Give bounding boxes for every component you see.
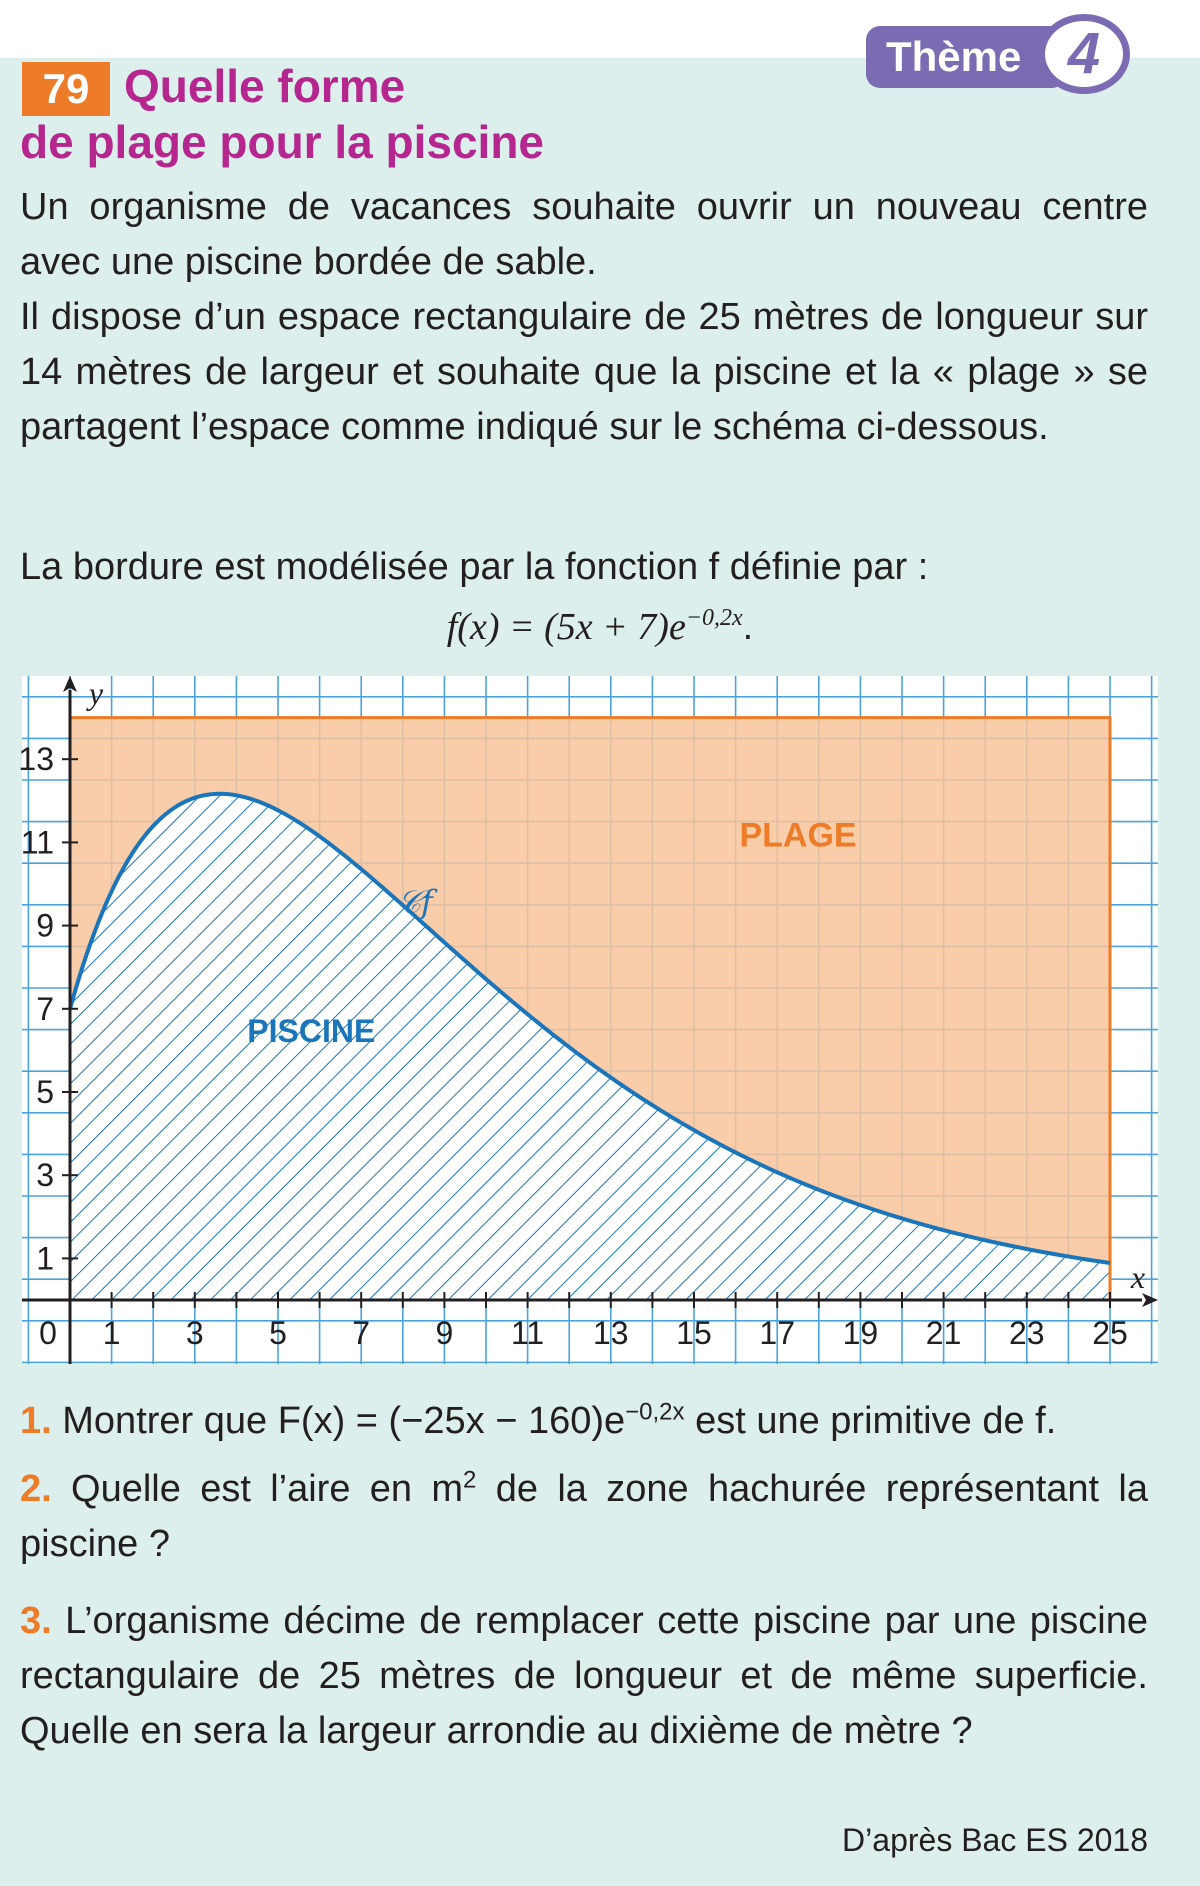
x-tick-label: 1	[102, 1315, 121, 1351]
y-tick-label: 5	[36, 1074, 54, 1110]
exercise-number: 79	[22, 62, 110, 116]
title-line-1: Quelle forme	[124, 60, 406, 112]
question-3-text: L’organisme décime de remplacer cette piscine par une piscine rectangulaire de 25 mètres de longueur et de même superficie. Quelle en sera la largeur arrondie au dixième de mètre ?	[20, 1600, 1148, 1752]
question-1	[20, 1394, 1148, 1449]
y-tick-label: 11	[20, 824, 54, 861]
formula-end: .	[742, 606, 754, 648]
question-1-number: 1.	[20, 1400, 52, 1442]
question-2-text-end: de la zone hachurée représentant la piscine ?	[20, 1468, 1149, 1565]
x-tick-label: 0	[39, 1315, 57, 1351]
theme-label: Thème	[866, 26, 1066, 88]
question-2-number: 2.	[20, 1468, 52, 1510]
pool-label: PISCINE	[247, 1013, 376, 1050]
formula-exponent: −0,2x	[685, 605, 743, 632]
curve-label: 𝒞f	[397, 883, 433, 922]
y-tick-label: 7	[36, 990, 54, 1027]
intro-paragraph-3: La bordure est modélisée par la fonction f définie par :	[20, 546, 929, 588]
x-tick-label: 23	[1009, 1315, 1045, 1351]
x-tick-label: 19	[842, 1315, 879, 1351]
question-2	[20, 1462, 1148, 1572]
x-tick-label: 13	[593, 1315, 629, 1351]
question-2-exponent: 2	[463, 1466, 477, 1494]
y-tick-label: 1	[36, 1240, 54, 1277]
x-axis-label: x	[1130, 1259, 1146, 1295]
question-1-exponent: −0,2x	[625, 1398, 685, 1426]
intro-paragraph-1: Un organisme de vacances souhaite ouvrir un nouveau centre avec une piscine bordée de sable.	[20, 186, 1148, 283]
source-note: D’après Bac ES 2018	[842, 1822, 1148, 1858]
y-tick-label: 13	[18, 741, 54, 778]
theme-number: 4	[1038, 14, 1130, 94]
x-tick-label: 5	[269, 1315, 287, 1351]
x-tick-label: 7	[352, 1315, 371, 1351]
x-tick-label: 9	[435, 1315, 454, 1351]
question-2-text: Quelle est l’aire en m	[51, 1468, 464, 1510]
y-tick-label: 9	[36, 907, 54, 944]
chart	[18, 675, 1158, 1364]
x-tick-label: 17	[759, 1315, 795, 1351]
x-tick-label: 21	[925, 1315, 962, 1351]
question-1-text: Montrer que F(x) = (−25x − 160)e	[62, 1400, 626, 1442]
function-formula	[0, 600, 1200, 655]
formula-lhs: f(x) = (5x + 7)e	[446, 606, 686, 648]
intro-paragraph-2: Il dispose d’un espace rectangulaire de 25 mètres de longueur sur 14 mètres de largeur et souhaite que la piscine et la « plage » se partagent l’espace comme indiqué sur le schéma ci-dessous.	[20, 296, 1148, 448]
question-1-text-end: est une primitive de f.	[684, 1400, 1057, 1442]
x-tick-label: 11	[510, 1315, 545, 1351]
x-tick-label: 25	[1092, 1315, 1128, 1351]
question-3	[20, 1594, 1148, 1759]
x-tick-label: 15	[676, 1315, 712, 1351]
theme-badge	[866, 10, 1136, 94]
beach-label: PLAGE	[739, 816, 857, 855]
title-line-2: de plage pour la piscine	[20, 116, 545, 168]
x-tick-label: 3	[185, 1315, 204, 1351]
y-axis-label: y	[88, 675, 104, 711]
y-tick-label: 3	[36, 1157, 54, 1194]
question-3-number: 3.	[20, 1600, 52, 1642]
